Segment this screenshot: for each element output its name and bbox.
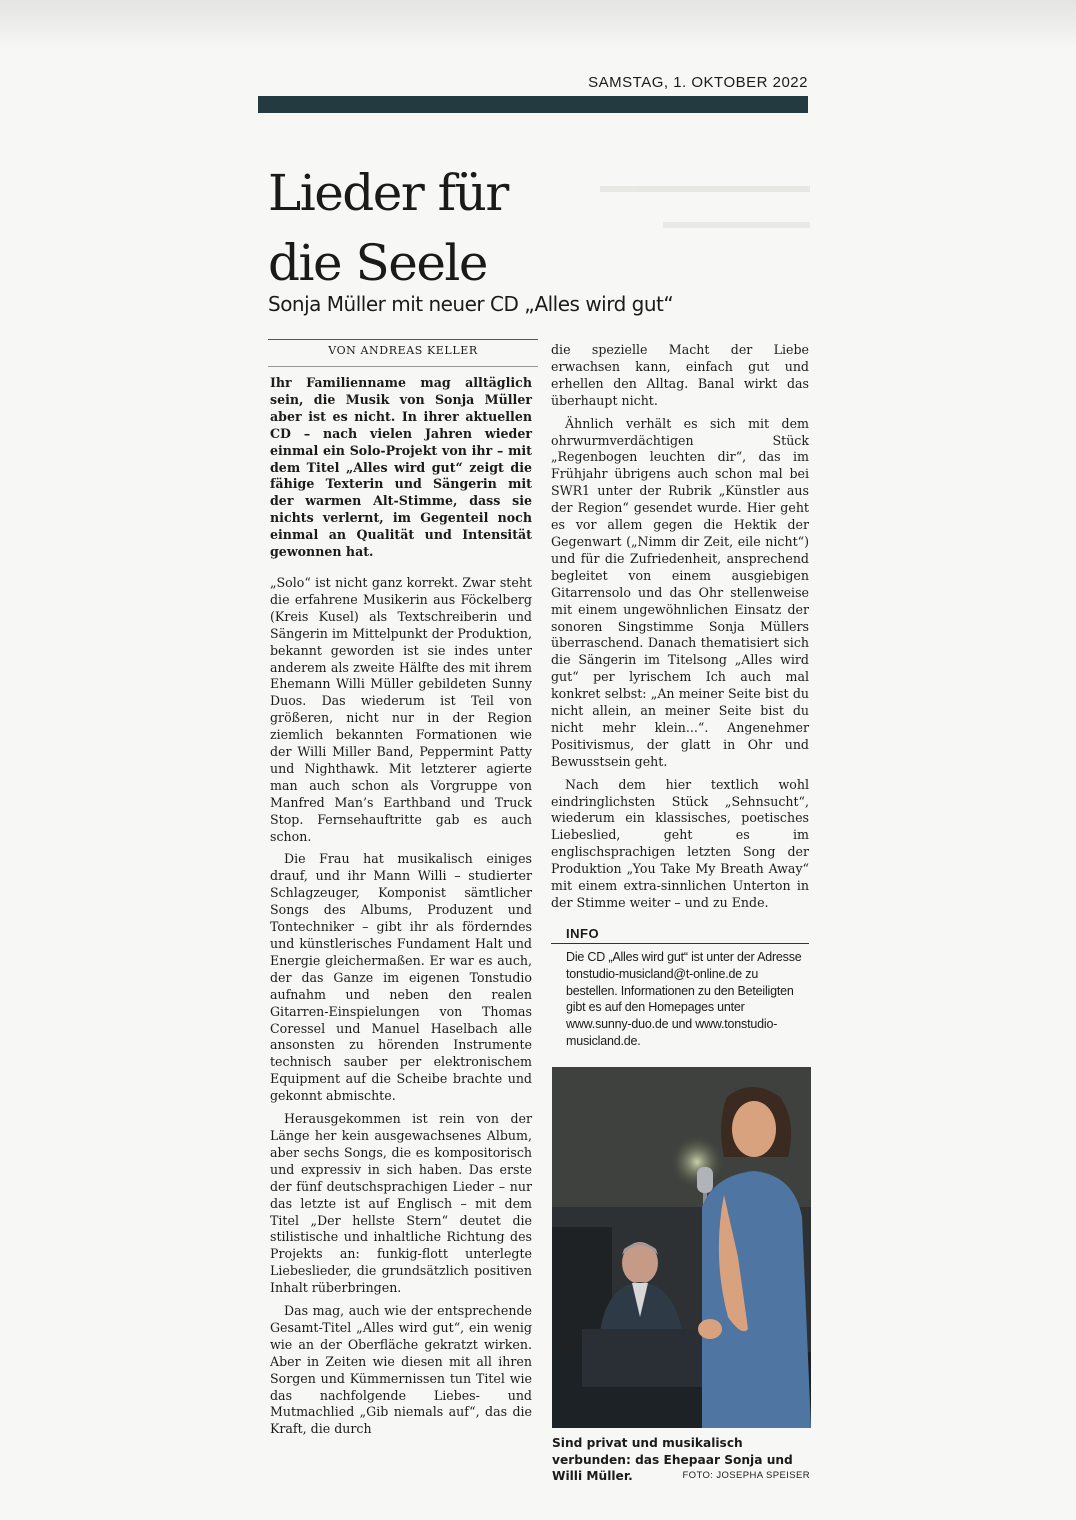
byline-rule-top <box>268 339 538 340</box>
byline-rule-bottom <box>268 366 538 367</box>
photo-credit: FOTO: JOSEPHA SPEISER <box>682 1470 810 1481</box>
photo-illustration <box>552 1067 811 1428</box>
photo-caption: Sind privat und musikalisch verbunden: das Ehepaar Sonja und Willi Müller. <box>552 1436 793 1483</box>
scan-shadow <box>0 0 1076 50</box>
headline-line-1: Lieder für <box>268 164 508 222</box>
paragraph: die spezielle Macht der Liebe erwachsen kann, einfach gut und erhellen den Alltag. Banal wirkt das überhaupt nicht. <box>551 342 809 408</box>
header-bar <box>258 96 808 113</box>
bleed-through-text <box>600 160 810 250</box>
lead-paragraph: Ihr Familienname mag alltäglich sein, die Musik von Sonja Müller aber ist es nicht. In ihrer aktuellen CD – nach vielen Jahren wieder einmal ein Solo-Projekt von ihr – mit dem Titel „Alles wird gut“ zeigt die fähige Texterin und Sängerin mit der warmen Alt-Stimme, dass sie nichts verlernt, im Gegenteil noch einmal an Qualität und Intensität gewonnen hat. <box>270 375 532 560</box>
paragraph: Ähnlich verhält es sich mit dem ohrwurmverdächtigen Stück „Regenbogen leuchten dir“, das im Frühjahr übrigens auch schon mal bei SWR1 unter der Rubrik „Künstler aus der Region“ gesendet wurde. Hier geht es vor allem gegen die Hektik der Gegenwart („Nimm dir Zeit, eile nicht“) und für die Zufriedenheit, ansprechend begleitet von einem ausgiebigen Gitarrensolo und das Ohr stellenweise mit einem ungewöhnlichen Einsatz der sonoren Singstimme Sonja Müllers überraschend. Danach thematisiert sich die Sängerin im Titelsong „Alles wird gut“ per lyrischem Ich auch mal konkret selbst: „An meiner Seite bist du nicht allein, an meiner Seite bist du nicht mehr klein...“. Angenehmer Positivismus, der glatt in Ohr und Bewusstsein geht. <box>551 415 809 769</box>
article-photo <box>552 1067 811 1428</box>
paragraph: Die Frau hat musikalisch einiges drauf, und ihr Mann Willi – studierter Schlagzeuger, Komponist sämtlicher Songs des Albums, Produzent und Tontechniker – gibt ihr als förderndes und künstlerisches Fundament Halt und Energie gleichermaßen. Er war es auch, der das Ganze im eigenen Tonstudio aufnahm und neben den realen Gitarren-Einspielungen von Thomas Coressel und Manuel Haselbach alle ansonsten zu hörenden Instrumente technisch sauber per elektronischem Equipment auf die Scheibe brachte und gekonnt abmischte. <box>270 851 532 1104</box>
info-text: Die CD „Alles wird gut“ ist unter der Adresse tonstudio-musicland@t-online.de zu bestellen. Informationen zu den Beteiligten gibt es auf den Homepages unter www.sunny-duo.de und www.tonstudio-musicland.de. <box>566 950 802 1048</box>
paragraph: Nach dem hier textlich wohl eindringlichsten Stück „Sehnsucht“, wiederum ein klassisches, poetisches Liebeslied, geht es im englischsprachigen letzten Song der Produktion „You Take My Breath Away“ mit einem extra-sinnlichen Unterton in der Stimme weiter – und zu Ende. <box>551 776 809 910</box>
article-headline <box>268 158 568 298</box>
info-heading: INFO <box>566 926 600 941</box>
text-column-1 <box>270 375 532 1444</box>
paragraph: Das mag, auch wie der entsprechende Gesamt-Titel „Alles wird gut“, ein wenig wie an der Oberfläche gekratzt wirken. Aber in Zeiten wie diesen mit all ihren Sorgen und Kümmernissen tun Titel wie das nachfolgende Liebes- und Mutmachlied „Gib niemals auf“, das die Kraft, die durch <box>270 1303 532 1437</box>
issue-date: SAMSTAG, 1. OKTOBER 2022 <box>588 74 808 91</box>
headline-line-2: die Seele <box>268 234 487 292</box>
text-column-2 <box>551 342 809 918</box>
paragraph: „Solo“ ist nicht ganz korrekt. Zwar steht die erfahrene Musikerin aus Föckelberg (Kreis Kusel) als Textschreiberin und Sängerin im Mittelpunkt der Produktion, bekannt geworden ist sie indes unter anderem als zweite Hälfte des mit ihrem Ehemann Willi Müller gebildeten Sunny Duos. Das wiederum ist Teil von größeren, nicht nur in der Region ziemlich bekannten Formationen wie der Willi Miller Band, Peppermint Patty und Nighthawk. Mit letzterer agierte man auch schon als Vorgruppe von Manfred Man’s Earthband und Truck Stop. Fernsehauftritte gab es auch schon. <box>270 574 532 844</box>
article-subtitle: Sonja Müller mit neuer CD „Alles wird gut“ <box>268 292 674 316</box>
info-rule <box>551 943 809 944</box>
paragraph: Herausgekommen ist rein von der Länge her kein ausgewachsenes Album, aber sechs Songs, die es kompositorisch und expressiv in sich haben. Das erste der fünf deutschsprachigen Lieder – nur das letzte ist auf Englisch – mit dem Titel „Der hellste Stern“ deutet die stilistische und inhaltliche Richtung des Projekts an: funkig-flott unterlegte Liebeslieder, die grundsätzlich positiven Inhalt rüberbringen. <box>270 1111 532 1296</box>
byline: VON ANDREAS KELLER <box>328 344 478 357</box>
